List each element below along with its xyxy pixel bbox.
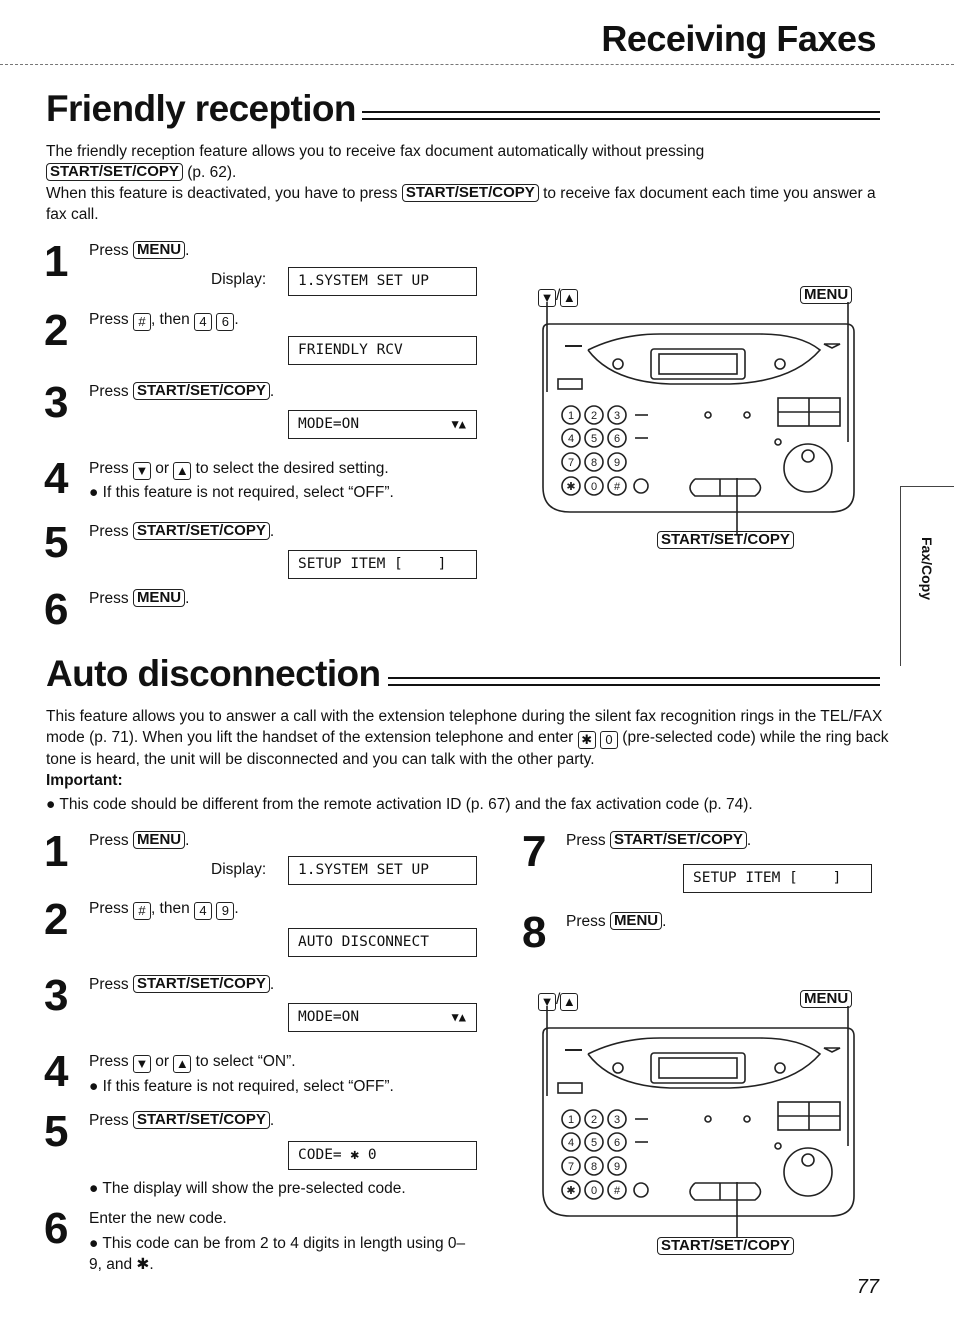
down-key: ▼ — [133, 1055, 151, 1073]
scroll-arrows: ▼▲ — [451, 1010, 466, 1024]
down-key: ▼ — [538, 289, 556, 307]
keypad-digit: 4 — [567, 433, 575, 445]
diagram-menu-label: MENU — [800, 990, 852, 1009]
auto-intro: This feature allows you to answer a call with the extension telephone during the silent fax recognition rings in the TEL/FAX mode (p. 71). When you lift the handset of the extension telephone and enter ✱ 0 (pre-selected code) while the ring back tone is heard, the unit will be disconnected and you can talk with the other party. — [46, 708, 889, 768]
keypad-digit: 1 — [567, 410, 575, 422]
step-text: Press # , then 4 6 . — [89, 311, 239, 329]
step-text: Press START/SET/COPY . — [89, 382, 275, 400]
fax-panel-diagram — [530, 282, 870, 562]
header-divider — [0, 64, 954, 65]
step-note: ● This code can be from 2 to 4 digits in length using 0–9, and ✱. — [89, 1235, 466, 1273]
start-set-copy-key: START/SET/COPY — [402, 184, 539, 202]
keypad-digit: 3 — [613, 410, 621, 422]
start-set-copy-key: START/SET/COPY — [133, 1111, 270, 1129]
start-set-copy-key: START/SET/COPY — [133, 975, 270, 993]
step-text: Press START/SET/COPY . — [89, 1111, 275, 1129]
step-number: 5 — [44, 1107, 69, 1156]
up-key: ▲ — [173, 1055, 191, 1073]
keypad-digit: ✱ — [566, 1185, 576, 1197]
step-number: 3 — [44, 378, 69, 427]
title-rule — [362, 111, 880, 120]
digit-key: 6 — [216, 313, 234, 331]
hash-key: # — [133, 902, 151, 920]
fax-panel-diagram — [530, 986, 870, 1266]
keypad-digit: 2 — [590, 410, 598, 422]
step-number: 1 — [44, 827, 69, 876]
up-key: ▲ — [173, 462, 191, 480]
down-key: ▼ — [133, 462, 151, 480]
step-text: Press MENU . — [89, 831, 190, 849]
keypad-digit: 7 — [567, 1161, 575, 1173]
keypad-digit: 8 — [590, 457, 598, 469]
keypad-digit: 6 — [613, 433, 621, 445]
lcd-display: AUTO DISCONNECT — [288, 928, 477, 957]
diagram-start-label: START/SET/COPY — [657, 1237, 794, 1256]
keypad-digit: 5 — [590, 433, 598, 445]
up-key: ▲ — [560, 289, 578, 307]
keypad-digit: 1 — [567, 1114, 575, 1126]
step-note: ● If this feature is not required, select “OFF”. — [89, 484, 394, 501]
step-number: 8 — [522, 908, 547, 957]
step-text: Press START/SET/COPY . — [566, 831, 752, 849]
start-set-copy-key: START/SET/COPY — [610, 831, 747, 849]
step-text: Press # , then 4 9 . — [89, 900, 239, 918]
side-tab-label: Fax/Copy — [919, 537, 935, 601]
keypad-digit: 2 — [590, 1114, 598, 1126]
lcd-display: FRIENDLY RCV — [288, 336, 477, 365]
keypad-digit: ✱ — [566, 481, 576, 493]
hash-key: # — [133, 313, 151, 331]
keypad-digit: 6 — [613, 1137, 621, 1149]
menu-key: MENU — [133, 831, 185, 849]
friendly-intro: The friendly reception feature allows you to receive fax document automatically without pressing START/SET/COPY (p. 62). When this feature is deactivated, you have to press START/SET/COPY to receive fax document each time you answer a fax call. — [46, 143, 876, 223]
section-title-friendly: Friendly reception — [46, 88, 356, 129]
step-number: 6 — [44, 1204, 69, 1253]
chapter-title: Receiving Faxes — [601, 18, 876, 59]
important-label: Important: — [46, 772, 123, 789]
section-title-auto: Auto disconnection — [46, 653, 381, 694]
step-number: 5 — [44, 518, 69, 567]
side-tab — [900, 486, 954, 666]
step-text: Press MENU . — [89, 241, 190, 259]
step-text: Press ▼ or ▲ to select the desired setting. — [89, 460, 389, 478]
menu-key: MENU — [133, 241, 185, 259]
step-text: Enter the new code. — [89, 1210, 227, 1227]
star-key: ✱ — [578, 731, 596, 749]
start-set-copy-key: START/SET/COPY — [133, 382, 270, 400]
keypad-digit: 8 — [590, 1161, 598, 1173]
diagram-menu-label: MENU — [800, 286, 852, 305]
menu-key: MENU — [610, 912, 662, 930]
down-key: ▼ — [538, 993, 556, 1011]
keypad-digit: # — [613, 1185, 621, 1197]
step-text: Press START/SET/COPY . — [89, 522, 275, 540]
digit-key: 9 — [216, 902, 234, 920]
start-set-copy-key: START/SET/COPY — [133, 522, 270, 540]
page-number: 77 — [856, 1276, 879, 1298]
step-text: Press MENU . — [89, 589, 190, 607]
step-number: 7 — [522, 827, 547, 876]
up-key: ▲ — [560, 993, 578, 1011]
lcd-display: MODE=ON ▼▲ — [288, 1003, 477, 1032]
display-label: Display: — [211, 271, 267, 288]
important-note: ● This code should be different from the remote activation ID (p. 67) and the fax activation code (p. 74). — [46, 796, 753, 813]
keypad-digit: # — [613, 481, 621, 493]
keypad-digit: 0 — [590, 481, 598, 493]
lcd-display: 1.SYSTEM SET UP — [288, 267, 477, 296]
step-text: Press ▼ or ▲ to select “ON”. — [89, 1053, 296, 1071]
step-number: 4 — [44, 1047, 69, 1096]
display-label: Display: — [211, 861, 267, 878]
step-number: 3 — [44, 971, 69, 1020]
step-text: Press START/SET/COPY . — [89, 975, 275, 993]
diagram-arrow-keys: ▼ / ▲ — [538, 286, 578, 307]
keypad-digit: 4 — [567, 1137, 575, 1149]
step-number: 1 — [44, 237, 69, 286]
diagram-arrow-keys: ▼ / ▲ — [538, 990, 578, 1011]
lcd-display: CODE= ✱ 0 — [288, 1141, 477, 1170]
step-number: 6 — [44, 585, 69, 634]
title-rule — [388, 677, 880, 686]
keypad-digit: 3 — [613, 1114, 621, 1126]
step-number: 2 — [44, 306, 69, 355]
keypad-digit: 0 — [590, 1185, 598, 1197]
keypad-digit: 9 — [613, 457, 621, 469]
lcd-display: SETUP ITEM [ ] — [288, 550, 477, 579]
scroll-arrows: ▼▲ — [451, 417, 466, 431]
zero-key: 0 — [600, 731, 618, 749]
keypad-digit: 5 — [590, 1137, 598, 1149]
menu-key: MENU — [133, 589, 185, 607]
start-set-copy-key: START/SET/COPY — [46, 163, 183, 181]
step-note: ● If this feature is not required, select “OFF”. — [89, 1078, 394, 1095]
step-note: ● The display will show the pre-selected code. — [89, 1180, 406, 1197]
diagram-start-label: START/SET/COPY — [657, 531, 794, 550]
digit-key: 4 — [194, 902, 212, 920]
keypad-digit: 7 — [567, 457, 575, 469]
lcd-display: MODE=ON ▼▲ — [288, 410, 477, 439]
lcd-display: SETUP ITEM [ ] — [683, 864, 872, 893]
step-text: Press MENU . — [566, 912, 667, 930]
step-number: 4 — [44, 454, 69, 503]
step-number: 2 — [44, 895, 69, 944]
digit-key: 4 — [194, 313, 212, 331]
lcd-display: 1.SYSTEM SET UP — [288, 856, 477, 885]
keypad-digit: 9 — [613, 1161, 621, 1173]
